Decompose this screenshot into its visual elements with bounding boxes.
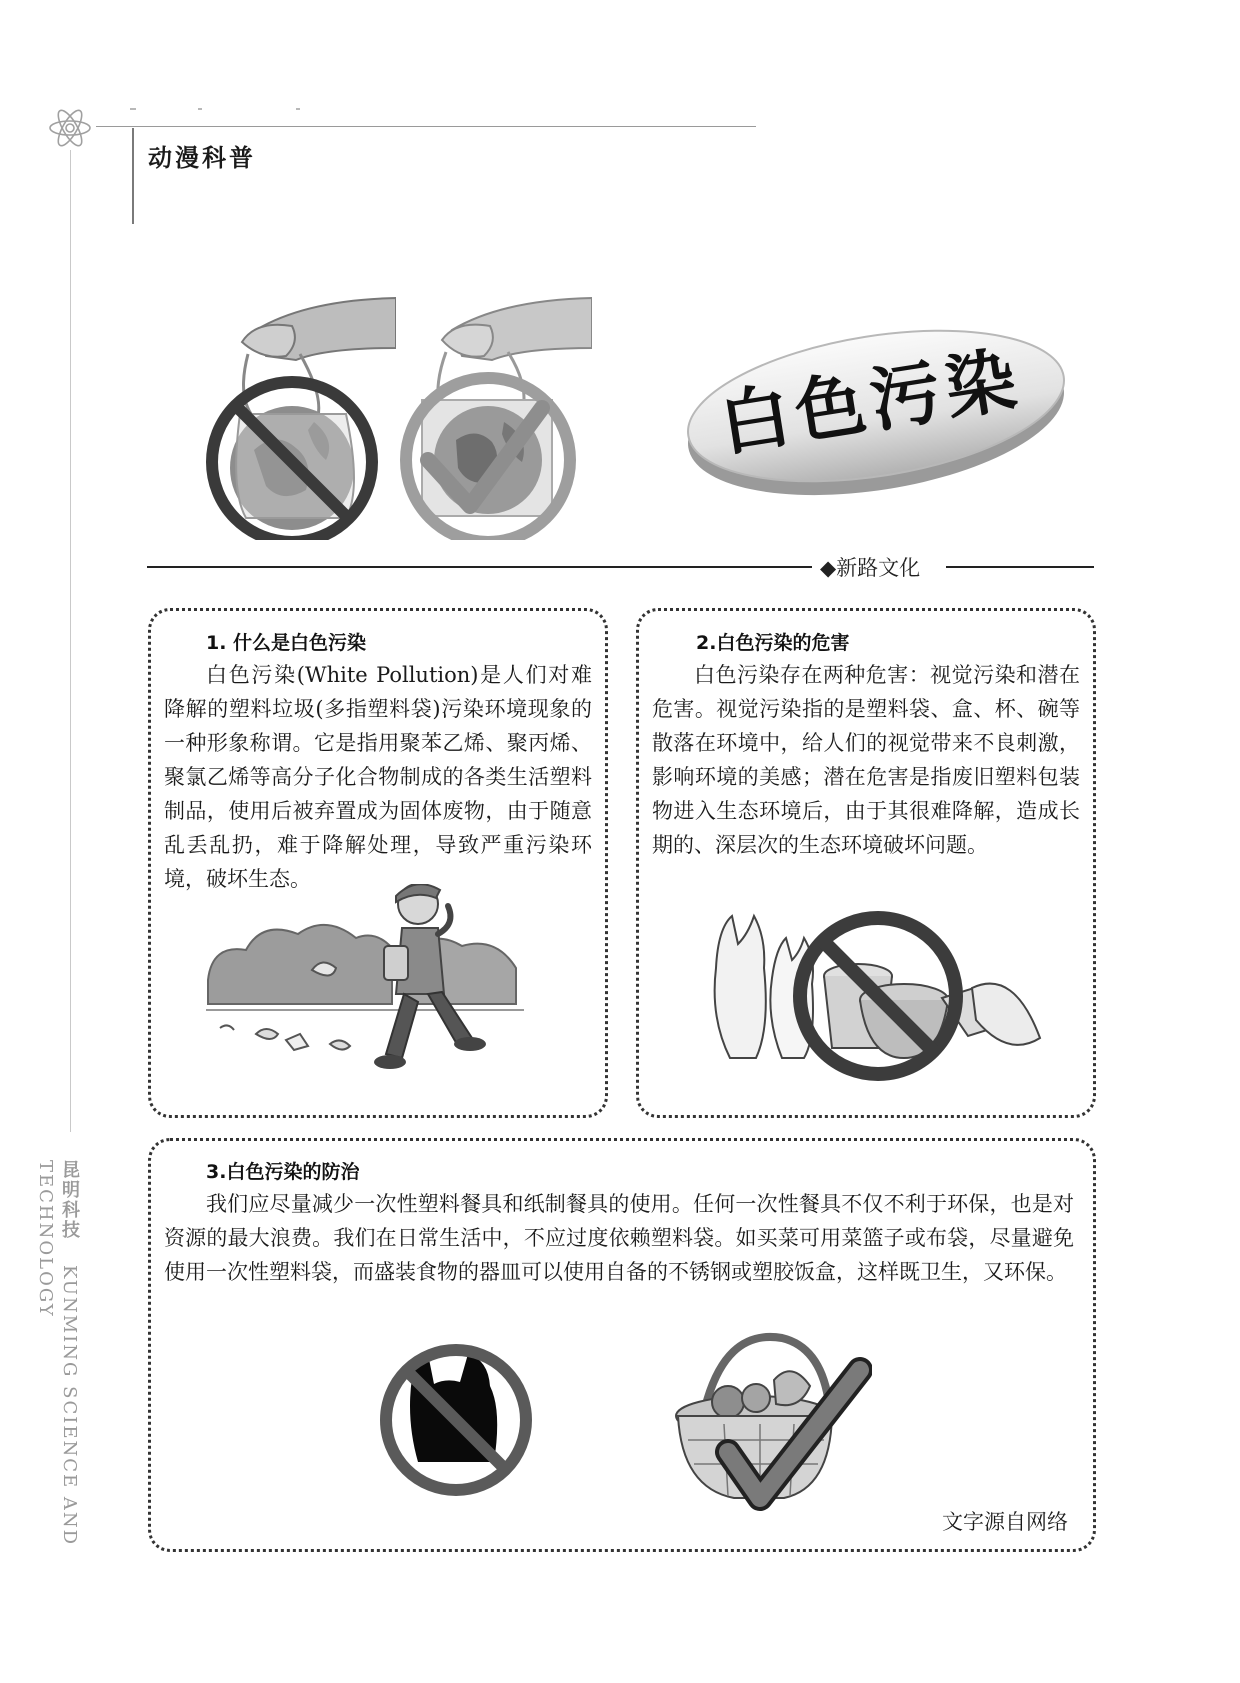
- no-plastic-containers-icon: [708, 908, 1052, 1086]
- section-body-prevention: 我们应尽量减少一次性塑料餐具和纸制餐具的使用。任何一次性餐具不仅不利于环保，也是对资源的最大浪费。我们在日常生活中，不应过度依赖塑料袋。如买菜可用菜篮子或布袋，尽量避免使用一次性塑料袋，而盛装食物的器皿可以使用自备的不锈钢或塑胶饭盒，这样既卫生，又环保。: [164, 1192, 1074, 1284]
- header-dots: [198, 108, 202, 110]
- divider-rule-right: [946, 566, 1094, 568]
- section-title: 动漫科普: [148, 144, 256, 172]
- section-heading-prevention: 3.白色污染的防治: [206, 1161, 360, 1183]
- section-heading-harm: 2.白色污染的危害: [696, 632, 850, 654]
- section-body-what: 白色污染(White Pollution)是人们对难降解的塑料垃圾(多指塑料袋)污染环境现象的一种形象称谓。它是指用聚苯乙烯、聚丙烯、聚氯乙烯等高分子化合物制成的各类生活塑料制品，使用后被弃置成为固体废物，由于随意乱丢乱扔，难于降解处理，导致严重污染环境，破坏生态。: [164, 663, 592, 891]
- hero-title: 白色污染: [714, 337, 1028, 467]
- no-black-bag-icon: [376, 1340, 536, 1500]
- sidebar-rule: [70, 150, 71, 1132]
- source-credit: 文字源自网络: [942, 1510, 1068, 1534]
- sidebar-label: [35, 1160, 82, 1683]
- divider-label: ◆新路文化: [820, 556, 921, 580]
- basket-check-icon: [664, 1320, 872, 1516]
- section-heading-what: 1. 什么是白色污染: [206, 632, 367, 654]
- header-dots: [130, 108, 136, 110]
- litter-walker-illustration: [206, 884, 524, 1080]
- header-rule: [96, 126, 756, 127]
- sidebar-english: KUNMING SCIENCE AND TECHNOLOGY: [35, 1160, 80, 1546]
- header-vertical-rule: [132, 128, 134, 224]
- atom-flower-icon: [46, 104, 94, 152]
- section-body-harm: 白色污染存在两种危害：视觉污染和潜在危害。视觉污染指的是塑料袋、盒、杯、碗等散落在环境中，给人们的视觉带来不良刺激，影响环境的美感；潜在危害是指废旧塑料包装物进入生态环境后，由于其很难降解，造成长期的、深层次的生态环境破坏问题。: [652, 663, 1080, 857]
- divider-rule-left: [147, 566, 812, 568]
- cloth-bag-check-icon: [392, 290, 592, 540]
- header-dots: [296, 108, 300, 110]
- sidebar-chinese: 昆明科技: [59, 1160, 80, 1240]
- no-plastic-bag-icon: [196, 290, 396, 540]
